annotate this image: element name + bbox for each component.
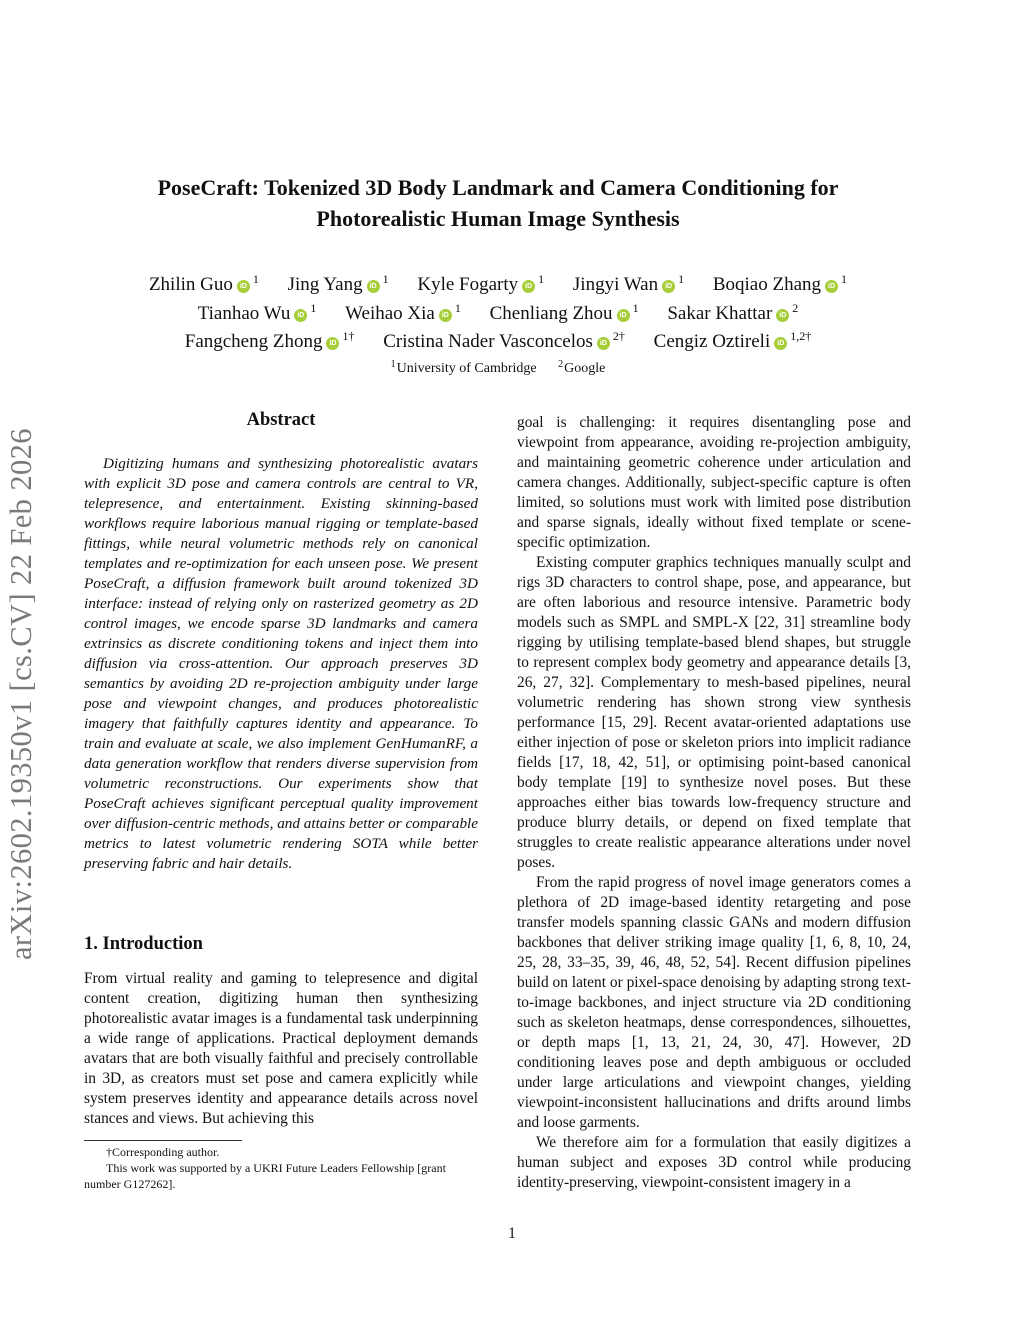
author-name: Boqiao Zhang: [712, 274, 822, 295]
author-entry: [713, 268, 847, 297]
author-entry: [198, 297, 317, 326]
author-entry: [667, 297, 798, 326]
author-affiliation-mark: 1: [454, 300, 461, 315]
footnote-funding: This work was supported by a UKRI Future Leaders Fellowship [grant number G127262].: [84, 1161, 446, 1191]
author-name: Fangcheng Zhong: [184, 331, 323, 352]
author-line-2: [60, 297, 936, 326]
author-entry: [149, 268, 259, 297]
author-entry: [573, 268, 684, 297]
author-affiliation-mark: 1: [841, 272, 848, 286]
author-entry: [654, 325, 812, 354]
abstract-text: Digitizing humans and synthesizing photorealistic avatars with explicit 3D pose and camera controls are central to VR, telepresence, and entertainment. Existing skinning-based workflows require laborious manual rigging or template-based fittings, while neural volumetric methods rely on canonical templates and re-optimization for each unseen pose. We present PoseCraft, a diffusion framework built around tokenized 3D interface: instead of relying only on rasterized geometry as 2D control images, we encode sparse 3D landmarks and camera extrinsics as discrete conditioning tokens and inject them into diffusion via cross-attention. Our approach preserves 3D semantics by avoiding 2D re-projection ambiguity under large pose and viewpoint changes, and produces photorealistic imagery that faithfully captures identity and appearance. To train and evaluate at scale, we also implement GenHumanRF, a data generation workflow that renders diverse supervision from volumetric reconstructions. Our experiments show that PoseCraft achieves significant perceptual quality improvement over diffusion-centric methods, and attains better or comparable metrics to latest volumetric rendering SOTA while better preserving fabric and hair details.: [84, 455, 478, 872]
affiliation-number: 1: [390, 358, 396, 370]
author-affiliation-mark: 1: [678, 272, 685, 286]
author-name: Jingyi Wan: [572, 274, 659, 295]
author-entry: [185, 325, 355, 354]
orcid-icon[interactable]: iD: [662, 280, 675, 293]
author-block: [60, 268, 936, 379]
body-paragraph: goal is challenging: it requires disentangling pose and viewpoint from appearance, avoiding re-projection ambiguity, and maintaining geometric coherence under articulation and camera changes. Additionally, subject-specific capture is often limited, so solutions must work with limited pose distribution and sparse signals, ideally without fixed template or scene-specific optimization.: [517, 414, 911, 551]
abstract-heading: Abstract: [246, 410, 316, 430]
orcid-icon[interactable]: iD: [294, 309, 307, 322]
affiliations-line: [60, 355, 936, 379]
body-paragraph: We therefore aim for a formulation that easily digitizes a human subject and exposes 3D control while producing identity-preserving, viewpoint-consistent imagery in a: [517, 1134, 911, 1191]
author-entry: [288, 268, 389, 297]
author-affiliation-mark: 1: [382, 272, 389, 286]
page-number: 1: [508, 1225, 516, 1242]
orcid-icon[interactable]: iD: [367, 280, 380, 293]
author-affiliation-mark: 1†: [342, 329, 355, 343]
footnote-corresponding-author: †Corresponding author.: [106, 1145, 220, 1159]
author-name: Jing Yang: [287, 274, 363, 295]
author-name: Sakar Khattar: [667, 302, 773, 324]
author-affiliation-mark: 1: [252, 272, 259, 286]
author-affiliation-mark: 1: [632, 300, 639, 315]
author-affiliation-mark: 2†: [612, 329, 625, 343]
orcid-icon[interactable]: iD: [439, 309, 452, 322]
title-line-2: Photorealistic Human Image Synthesis: [316, 206, 680, 231]
author-affiliation-mark: 1: [310, 300, 317, 315]
introduction-paragraph: From virtual reality and gaming to telepresence and digital content creation, digitizing human then synthesizing photorealistic avatar images is a fundamental task underpinning a wide range of applications. Practical deployment demands avatars that are both visually faithful and precisely controllable in 3D, as creators must set pose and camera explicitly while system preserves identity and appearance details across novel stances and views. But achieving this: [84, 970, 478, 1127]
orcid-icon[interactable]: iD: [522, 280, 535, 293]
introduction-heading: 1. Introduction: [84, 934, 203, 954]
orcid-icon[interactable]: iD: [774, 337, 787, 350]
author-name: Cristina Nader Vasconcelos: [383, 331, 593, 352]
affiliation-entry: [558, 358, 606, 376]
author-affiliation-mark: 1,2†: [790, 329, 812, 343]
author-name: Weihao Xia: [345, 302, 435, 324]
affiliation-number: 2: [558, 358, 564, 370]
orcid-icon[interactable]: iD: [776, 309, 789, 322]
footnote-divider: [84, 1140, 242, 1141]
author-affiliation-mark: 1: [538, 272, 545, 286]
author-entry: [490, 297, 639, 326]
author-name: Zhilin Guo: [148, 274, 233, 295]
author-affiliation-mark: 2: [792, 300, 799, 315]
affiliation-entry: [390, 358, 537, 376]
orcid-icon[interactable]: iD: [597, 337, 610, 350]
author-entry: [383, 325, 625, 354]
affiliation-name: Google: [564, 360, 606, 376]
right-column: [517, 413, 911, 1193]
orcid-icon[interactable]: iD: [326, 337, 339, 350]
author-name: Tianhao Wu: [197, 302, 291, 324]
title-line-1: PoseCraft: Tokenized 3D Body Landmark and Camera Conditioning for: [157, 175, 839, 200]
author-name: Kyle Fogarty: [417, 274, 519, 295]
orcid-icon[interactable]: iD: [617, 309, 630, 322]
orcid-icon[interactable]: iD: [825, 280, 838, 293]
paper-title: [100, 172, 896, 234]
author-line-3: [60, 325, 936, 354]
author-entry: [417, 268, 544, 297]
author-name: Chenliang Zhou: [489, 302, 613, 324]
affiliation-name: University of Cambridge: [396, 360, 537, 376]
footnotes: [84, 1144, 478, 1192]
arxiv-identifier-stamp: arXiv:2602.19350v1 [cs.CV] 22 Feb 2026: [4, 428, 38, 960]
author-name: Cengiz Oztireli: [653, 331, 771, 352]
orcid-icon[interactable]: iD: [237, 280, 250, 293]
body-paragraph: Existing computer graphics techniques manually sculpt and rigs 3D characters to control shape, pose, and appearance, but are often laborious and resource intensive. Parametric body models such as SMPL and SMPL-X [22, 31] streamline body rigging by utilising template-based blend shapes, but struggle to represent complex body geometry and appearance details [3, 26, 27, 32]. Complementary to mesh-based pipelines, neural volumetric rendering has shown strong view synthesis performance [15, 29]. Recent avatar-oriented adaptations use either injection of pose or skeleton priors into implicit radiance fields [17, 18, 42, 51], or optimising point-based canonical body template [19] to synthesize novel poses. But these approaches either bias towards low-frequency structure and produce blurry details, or depend on fixed template that struggles to create realistic appearance alterations under novel poses.: [517, 554, 911, 871]
body-paragraph: From the rapid progress of novel image generators comes a plethora of 2D image-based identity retargeting and pose transfer models spanning classic GANs and modern diffusion backbones that deliver striking image quality [1, 6, 8, 10, 24, 25, 28, 33–35, 39, 46, 48, 52, 54]. Recent diffusion pipelines build on latent or pixel-space denoising by adapting strong text-to-image backbones, and inject structure via 2D conditioning such as skeleton heatmaps, dense correspondences, silhouettes, or depth maps [1, 13, 21, 24, 30, 47]. However, 2D conditioning leaves pose and depth ambiguous or occluded under large articulations and viewpoint changes, yielding viewpoint-inconsistent hallucinations and drifts around limbs and loose garments.: [517, 874, 911, 1131]
author-entry: [345, 297, 461, 326]
author-line-1: [60, 268, 936, 297]
